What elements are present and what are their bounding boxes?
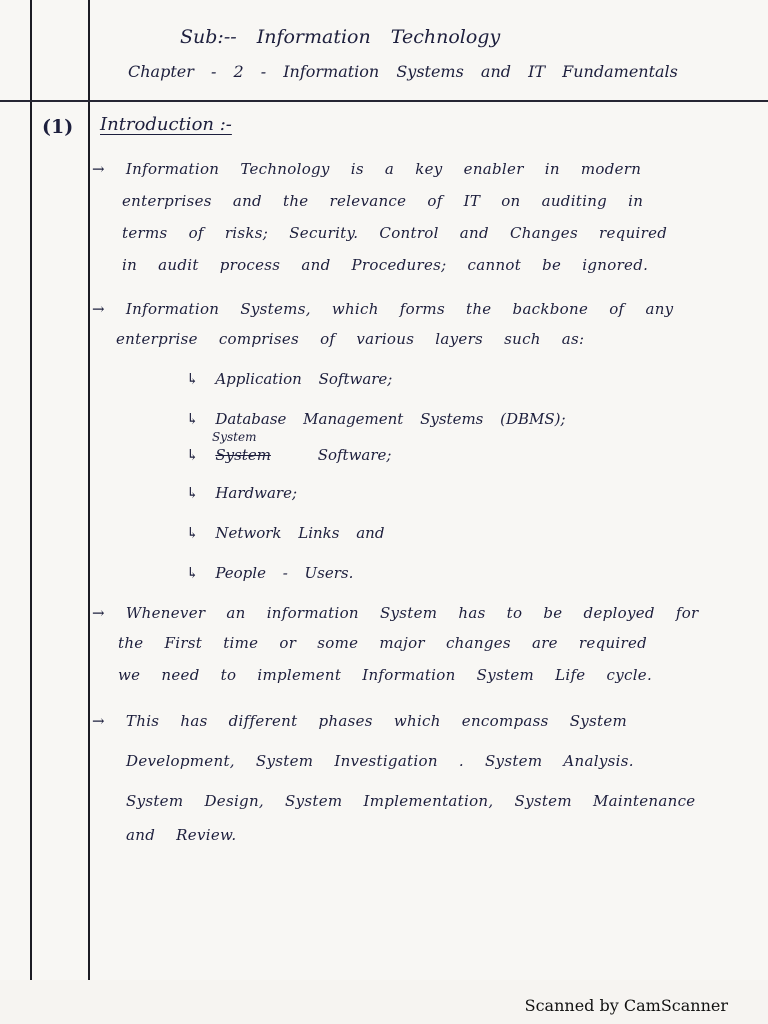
page-edge-line <box>30 0 32 980</box>
layer-item-rest: Software; <box>317 446 392 464</box>
paragraph3-line: the First time or some major changes are required <box>118 634 648 652</box>
layer-item-corrected <box>186 446 391 464</box>
layer-item: ↳ People - Users. <box>186 564 354 582</box>
scanner-watermark: Scanned by CamScanner <box>524 996 728 1015</box>
header-divider <box>0 100 768 102</box>
paragraph1-line: → Information Technology is a key enabler in modern <box>92 160 642 178</box>
layer-item: ↳ Network Links and <box>186 524 385 542</box>
subject-title: Sub:-- Information Technology <box>180 26 501 48</box>
paragraph3-line: → Whenever an information System has to be deployed for <box>92 604 699 622</box>
layer-item: ↳ Application Software; <box>186 370 393 388</box>
paragraph2-line: → Information Systems, which forms the backbone of any <box>92 300 674 318</box>
paragraph3-line: we need to implement Information System Life cycle. <box>118 666 653 684</box>
section-number: (1) <box>42 116 74 138</box>
paragraph4-line: Development, System Investigation . System Analysis. <box>126 752 634 770</box>
struck-word: System <box>215 446 271 464</box>
section-heading: Introduction :- <box>100 114 232 135</box>
layer-item: ↳ Database Management Systems (DBMS); <box>186 410 566 428</box>
margin-line <box>88 0 90 980</box>
paragraph4-line: → This has different phases which encompass System <box>92 712 628 730</box>
paragraph4-line: and Review. <box>126 826 237 844</box>
paragraph4-line: System Design, System Implementation, System Maintenance <box>126 792 696 810</box>
paragraph1-line: in audit process and Procedures; cannot be ignored. <box>122 256 649 274</box>
hook-arrow: ↳ <box>186 446 216 464</box>
chapter-title: Chapter - 2 - Information Systems and IT Fundamentals <box>128 62 678 81</box>
layer-correction-insert: System <box>212 430 257 444</box>
paragraph2-line: enterprise comprises of various layers such as: <box>116 330 585 348</box>
paragraph1-line: terms of risks; Security. Control and Changes required <box>122 224 668 242</box>
paragraph1-line: enterprises and the relevance of IT on auditing in <box>122 192 644 210</box>
layer-item: ↳ Hardware; <box>186 484 298 502</box>
